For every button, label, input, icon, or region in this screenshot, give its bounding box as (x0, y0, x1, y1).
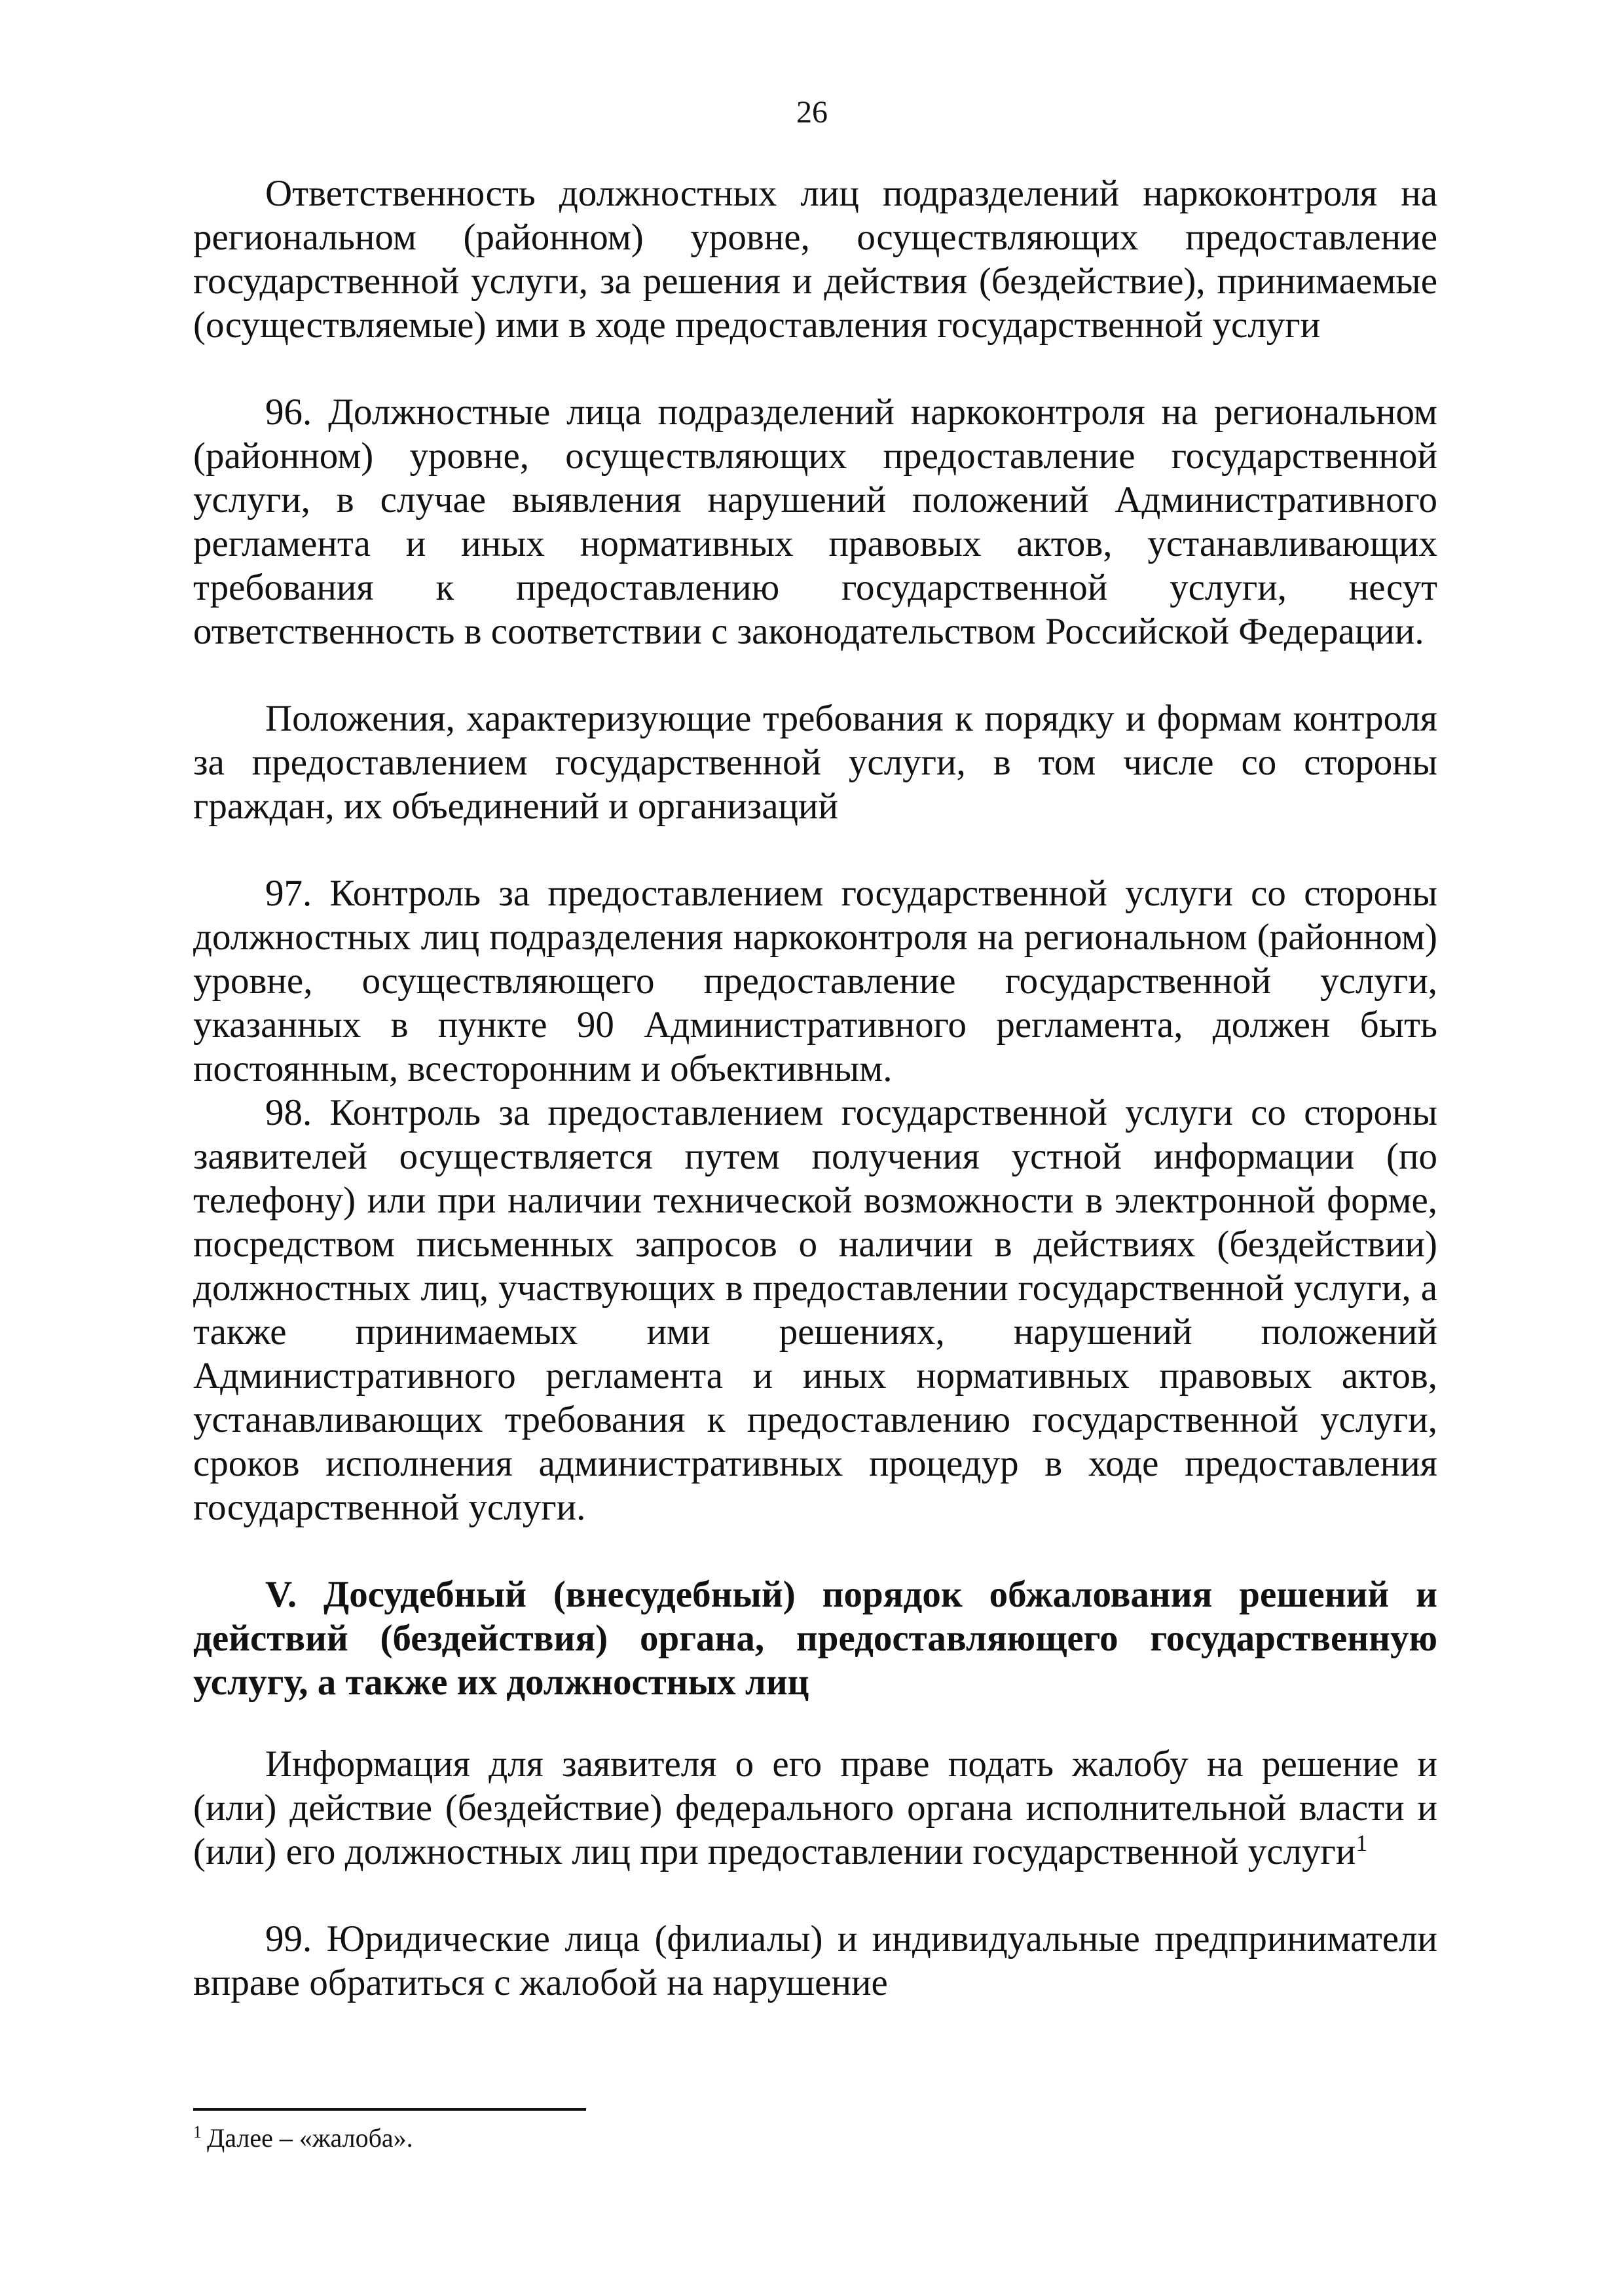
footnote (193, 2121, 413, 2155)
paragraph-98: 98. Контроль за предоставлением государственной услуги со стороны заявителей осуществляется путем получения устной информации (по телефону) или при наличии технической возможности в электронной форме, посредством письменных запросов о наличии в действиях (бездействии) должностных лиц, участвующих в предоставлении государственной услуги, а также принимаемых ими решениях, нарушений положений Административного регламента и иных нормативных правовых актов, устанавливающих требования к предоставлению государственной услуги, сроков исполнения административных процедур в ходе предоставления государственной услуги. (193, 1092, 1437, 1528)
section-v-heading: V. Досудебный (внесудебный) порядок обжалования решений и действий (бездействия) органа, предоставляющего государственную услугу, а также их должностных лиц (193, 1574, 1437, 1703)
footnote-number: 1 (193, 2122, 202, 2141)
footnote-text: Далее – «жалоба». (207, 2123, 413, 2153)
subheading-complaint-info (193, 1742, 1437, 1874)
paragraph-96: 96. Должностные лица подразделений наркоконтроля на региональном (районном) уровне, осуществляющих предоставление государственной услуги, в случае выявления нарушений положений Административного регламента и иных нормативных правовых актов, устанавливающих требования к предоставлению государственной услуги, несут ответственность в соответствии с законодательством Российской Федерации. (193, 392, 1437, 652)
paragraph-97: 97. Контроль за предоставлением государственной услуги со стороны должностных лиц подразделения наркоконтроля на региональном (районном) уровне, осуществляющего предоставление государственной услуги, указанных в пункте 90 Административного регламента, должен быть постоянным, всесторонним и объективным. (193, 873, 1437, 1089)
page-content (193, 172, 1437, 2005)
subheading-complaint-info-text: Информация для заявителя о его праве подать жалобу на решение и (или) действие (бездействие) федерального органа исполнительной власти и (или) его должностных лиц при предоставлении государственной услуги (193, 1743, 1437, 1872)
subheading-control-requirements: Положения, характеризующие требования к порядку и формам контроля за предоставлением государственной услуги, в том числе со стороны граждан, их объединений и организаций (193, 698, 1437, 827)
footnote-reference-mark: 1 (1356, 1830, 1368, 1856)
footnote-separator-line (193, 2108, 586, 2111)
paragraph-99: 99. Юридические лица (филиалы) и индивидуальные предприниматели вправе обратиться с жалобой на нарушение (193, 1918, 1437, 2003)
subheading-responsibility: Ответственность должностных лиц подразделений наркоконтроля на региональном (районном) уровне, осуществляющих предоставление государственной услуги, за решения и действия (бездействие), принимаемые (осуществляемые) ими в ходе предоставления государственной услуги (193, 173, 1437, 346)
page-number: 26 (796, 95, 828, 130)
